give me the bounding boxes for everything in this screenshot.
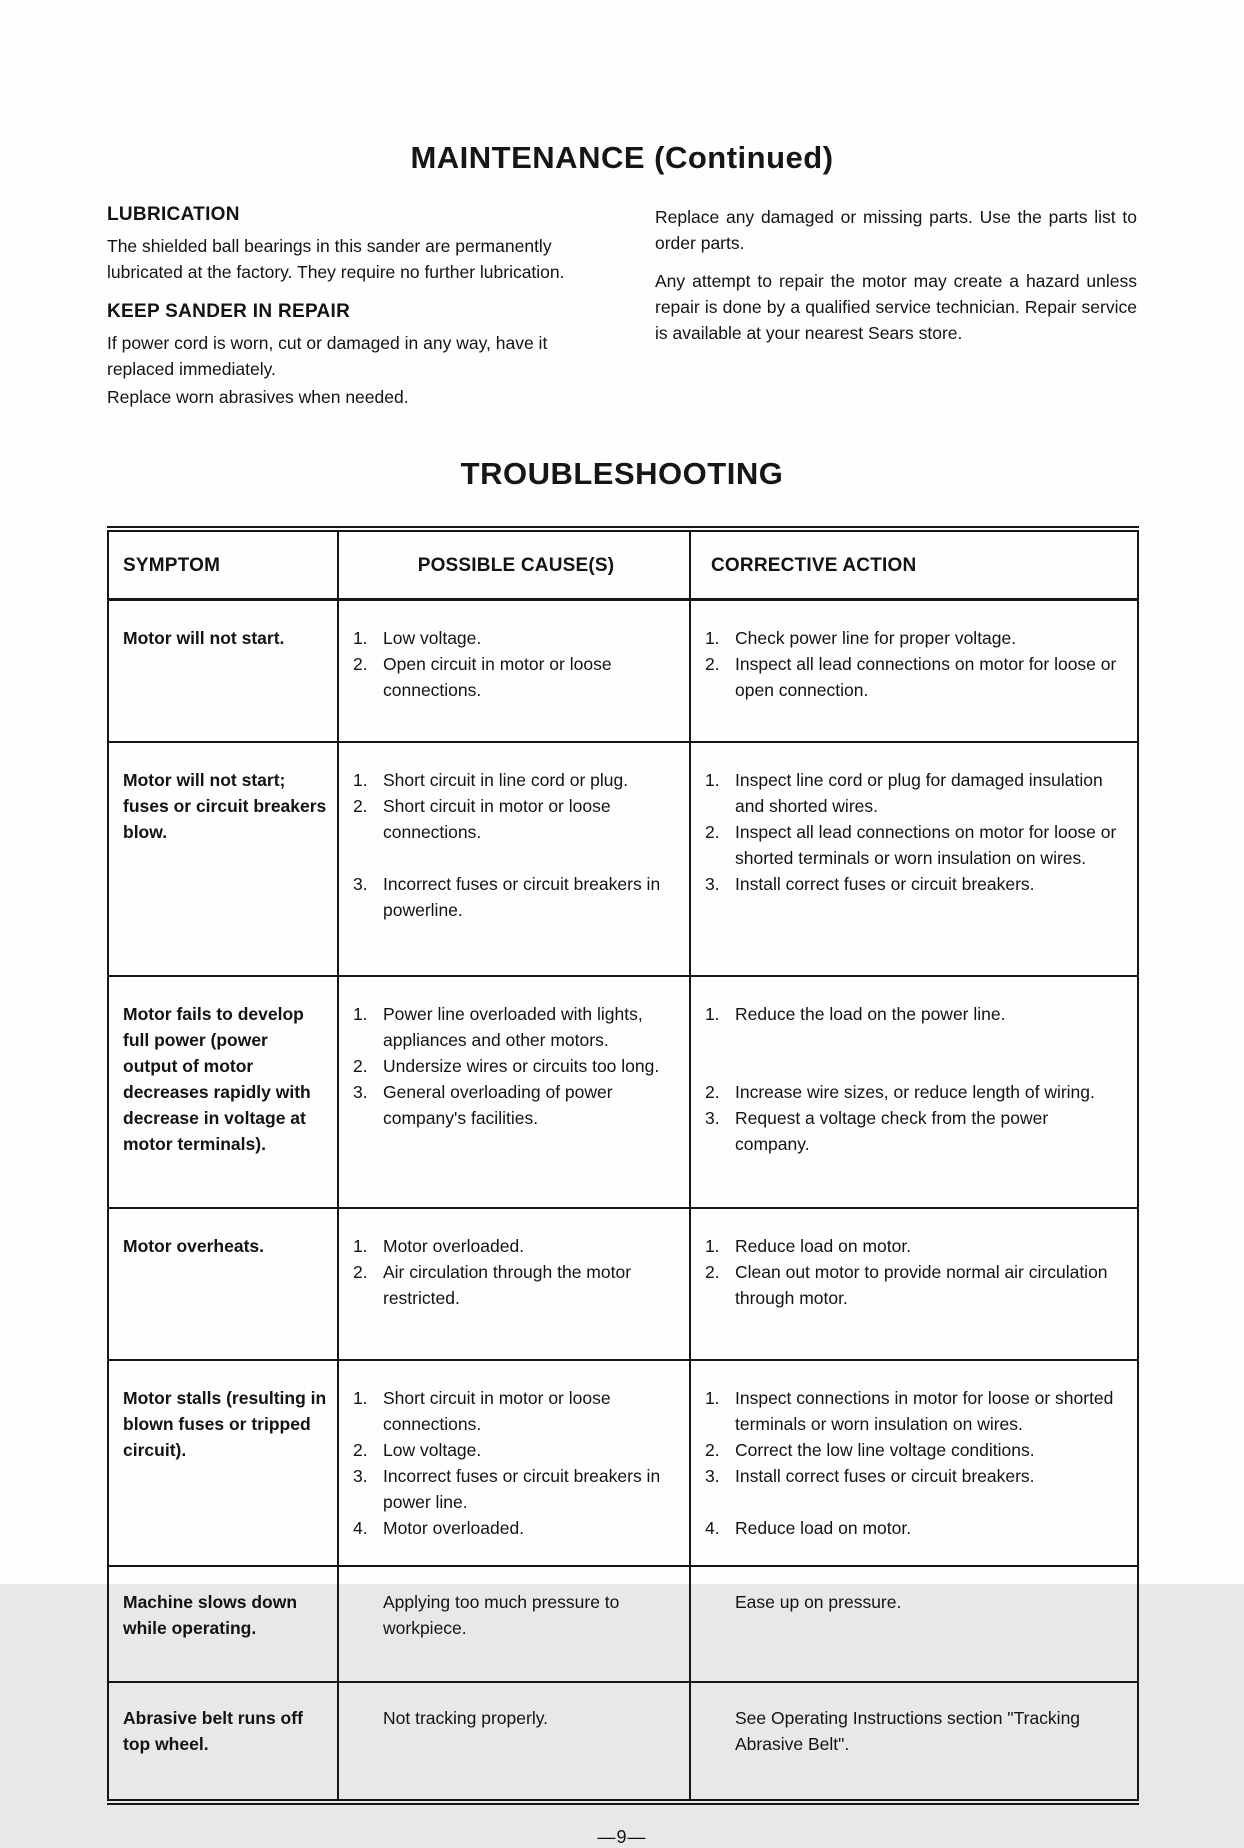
lubrication-heading: LUBRICATION bbox=[107, 204, 240, 225]
item-number: 2. bbox=[353, 1056, 368, 1076]
item-text: Ease up on pressure. bbox=[735, 1592, 902, 1612]
table-row bbox=[108, 1208, 1138, 1360]
table-row bbox=[108, 600, 1138, 743]
table-header-row bbox=[108, 529, 1138, 600]
action-item bbox=[705, 1233, 1127, 1259]
cause-item bbox=[353, 793, 679, 845]
table-row bbox=[108, 1682, 1138, 1802]
item-text: Power line overloaded with lights, appliances and other motors. bbox=[383, 1004, 643, 1050]
item-number: 1. bbox=[705, 628, 720, 648]
item-text: Reduce load on motor. bbox=[735, 1236, 912, 1256]
item-number: 3. bbox=[353, 1466, 368, 1486]
actions-cell bbox=[690, 742, 1138, 976]
item-text: Install correct fuses or circuit breakers. bbox=[735, 874, 1035, 894]
item-text: General overloading of power company's facilities. bbox=[383, 1082, 613, 1128]
item-number: 2. bbox=[705, 1262, 720, 1282]
item-number: 1. bbox=[353, 1004, 368, 1024]
item-text: Motor overloaded. bbox=[383, 1236, 525, 1256]
lubrication-body: The shielded ball bearings in this sander are permanently lubricated at the factory. They require no further lubrication. bbox=[107, 236, 565, 282]
table-row bbox=[108, 742, 1138, 976]
page-content bbox=[107, 0, 1137, 1848]
item-text: Air circulation through the motor restricted. bbox=[383, 1262, 632, 1308]
action-item bbox=[705, 1259, 1127, 1311]
item-text: Not tracking properly. bbox=[383, 1708, 549, 1728]
item-text: Short circuit in motor or loose connections. bbox=[383, 1388, 611, 1434]
item-text: Reduce load on motor. bbox=[735, 1518, 912, 1538]
item-number: 3. bbox=[705, 1108, 720, 1128]
keep-sander-section bbox=[107, 301, 593, 410]
item-text: Increase wire sizes, or reduce length of wiring. bbox=[735, 1082, 1095, 1102]
symptom-cell: Motor will not start. bbox=[108, 600, 338, 743]
column-header: POSSIBLE CAUSE(S) bbox=[338, 529, 690, 600]
action-item bbox=[705, 1463, 1127, 1489]
item-text: Undersize wires or circuits too long. bbox=[383, 1056, 660, 1076]
item-number bbox=[353, 1589, 383, 1641]
maintenance-right-column bbox=[655, 204, 1137, 358]
item-text: Low voltage. bbox=[383, 1440, 482, 1460]
keep-sander-heading: KEEP SANDER IN REPAIR bbox=[107, 301, 351, 322]
lubrication-section bbox=[107, 204, 593, 285]
item-text: Low voltage. bbox=[383, 628, 482, 648]
maintenance-columns bbox=[107, 204, 1137, 412]
item-text: Inspect all lead connections on motor for loose or shorted terminals or worn insulation on wires. bbox=[735, 822, 1117, 868]
action-item bbox=[705, 651, 1127, 703]
item-number: 1. bbox=[353, 770, 368, 790]
item-text: Motor overloaded. bbox=[383, 1518, 525, 1538]
item-text: Correct the low line voltage conditions. bbox=[735, 1440, 1035, 1460]
table-row bbox=[108, 1566, 1138, 1682]
item-text: Incorrect fuses or circuit breakers in power line. bbox=[383, 1466, 661, 1512]
item-text: Open circuit in motor or loose connections. bbox=[383, 654, 612, 700]
item-text: Request a voltage check from the power company. bbox=[735, 1108, 1049, 1154]
item-number: 1. bbox=[353, 1236, 368, 1256]
item-text: Inspect connections in motor for loose or shorted terminals or worn insulation on wires. bbox=[735, 1388, 1114, 1434]
item-number: 2. bbox=[705, 654, 720, 674]
action-item bbox=[705, 1437, 1127, 1463]
item-number: 2. bbox=[353, 796, 368, 816]
troubleshooting-table bbox=[107, 526, 1139, 1805]
item-number: 1. bbox=[705, 1004, 720, 1024]
cause-item bbox=[353, 871, 679, 923]
parts-paragraph: Replace any damaged or missing parts. Use the parts list to order parts. bbox=[655, 207, 1137, 253]
item-number: 2. bbox=[353, 1440, 368, 1460]
repair-paragraph: Any attempt to repair the motor may create a hazard unless repair is done by a qualified service technician. Repair service is available at your nearest Sears store. bbox=[655, 271, 1137, 343]
troubleshooting-title: TROUBLESHOOTING bbox=[460, 456, 784, 491]
cause-item bbox=[353, 651, 679, 703]
item-text: Inspect line cord or plug for damaged insulation and shorted wires. bbox=[735, 770, 1103, 816]
action-item bbox=[705, 767, 1127, 819]
symptom-cell: Motor overheats. bbox=[108, 1208, 338, 1360]
symptom-cell: Machine slows down while operating. bbox=[108, 1566, 338, 1682]
cause-item bbox=[353, 1079, 679, 1131]
cause-item bbox=[353, 1053, 679, 1079]
column-header: CORRECTIVE ACTION bbox=[690, 529, 1138, 600]
item-text: Clean out motor to provide normal air circulation through motor. bbox=[735, 1262, 1108, 1308]
item-number: 1. bbox=[705, 770, 720, 790]
causes-cell bbox=[338, 976, 690, 1208]
item-number: 2. bbox=[705, 1082, 720, 1102]
item-text: Short circuit in motor or loose connections. bbox=[383, 796, 611, 842]
keep-sander-line1: If power cord is worn, cut or damaged in any way, have it replaced immediately. bbox=[107, 333, 548, 379]
item-number: 1. bbox=[353, 628, 368, 648]
item-text: Inspect all lead connections on motor for loose or open connection. bbox=[735, 654, 1117, 700]
item-number: 4. bbox=[353, 1518, 368, 1538]
action-item bbox=[705, 1589, 1127, 1615]
actions-cell bbox=[690, 1360, 1138, 1566]
item-text: Reduce the load on the power line. bbox=[735, 1004, 1006, 1024]
item-number: 2. bbox=[353, 1262, 368, 1282]
item-number: 4. bbox=[705, 1518, 720, 1538]
cause-item bbox=[353, 1233, 679, 1259]
cause-item bbox=[353, 625, 679, 651]
cause-item bbox=[353, 1385, 679, 1437]
item-text: Install correct fuses or circuit breakers. bbox=[735, 1466, 1035, 1486]
causes-cell bbox=[338, 1208, 690, 1360]
item-number bbox=[353, 1705, 383, 1731]
cause-item bbox=[353, 1705, 679, 1731]
item-number: 2. bbox=[705, 1440, 720, 1460]
causes-cell bbox=[338, 600, 690, 743]
table-row bbox=[108, 1360, 1138, 1566]
action-item bbox=[705, 1001, 1127, 1027]
symptom-cell: Motor stalls (resulting in blown fuses or tripped circuit). bbox=[108, 1360, 338, 1566]
item-number: 1. bbox=[705, 1388, 720, 1408]
cause-item bbox=[353, 1589, 679, 1641]
maintenance-title: MAINTENANCE (Continued) bbox=[410, 140, 834, 175]
maintenance-left-column bbox=[107, 204, 593, 412]
cause-item bbox=[353, 767, 679, 793]
item-number: 3. bbox=[353, 1082, 368, 1102]
page-number: —9— bbox=[597, 1827, 647, 1847]
actions-cell bbox=[690, 1208, 1138, 1360]
actions-cell bbox=[690, 1682, 1138, 1802]
causes-cell bbox=[338, 1682, 690, 1802]
item-text: Incorrect fuses or circuit breakers in powerline. bbox=[383, 874, 661, 920]
action-item bbox=[705, 819, 1127, 871]
action-item bbox=[705, 1079, 1127, 1105]
item-number: 3. bbox=[705, 874, 720, 894]
column-header: SYMPTOM bbox=[108, 529, 338, 600]
action-item bbox=[705, 1385, 1127, 1437]
actions-cell bbox=[690, 600, 1138, 743]
cause-item bbox=[353, 1515, 679, 1541]
item-text: Applying too much pressure to workpiece. bbox=[383, 1592, 620, 1638]
item-number: 3. bbox=[705, 1466, 720, 1486]
item-number bbox=[705, 1589, 735, 1615]
symptom-cell: Abrasive belt runs off top wheel. bbox=[108, 1682, 338, 1802]
action-item bbox=[705, 1705, 1127, 1757]
actions-cell bbox=[690, 1566, 1138, 1682]
item-number bbox=[705, 1705, 735, 1757]
item-number: 1. bbox=[353, 1388, 368, 1408]
cause-item bbox=[353, 1001, 679, 1053]
causes-cell bbox=[338, 742, 690, 976]
table-body bbox=[108, 600, 1138, 1803]
actions-cell bbox=[690, 976, 1138, 1208]
symptom-cell: Motor fails to develop full power (power output of motor decreases rapidly with decrease in voltage at motor terminals). bbox=[108, 976, 338, 1208]
causes-cell bbox=[338, 1360, 690, 1566]
item-text: See Operating Instructions section "Tracking Abrasive Belt". bbox=[735, 1708, 1081, 1754]
action-item bbox=[705, 871, 1127, 897]
action-item bbox=[705, 1515, 1127, 1541]
table-row bbox=[108, 976, 1138, 1208]
item-number: 1. bbox=[705, 1236, 720, 1256]
action-item bbox=[705, 1105, 1127, 1157]
symptom-cell: Motor will not start; fuses or circuit breakers blow. bbox=[108, 742, 338, 976]
cause-item bbox=[353, 1437, 679, 1463]
keep-sander-line2: Replace worn abrasives when needed. bbox=[107, 387, 409, 407]
cause-item bbox=[353, 1463, 679, 1515]
item-number: 3. bbox=[353, 874, 368, 894]
item-number: 2. bbox=[705, 822, 720, 842]
item-number: 2. bbox=[353, 654, 368, 674]
item-text: Short circuit in line cord or plug. bbox=[383, 770, 629, 790]
item-text: Check power line for proper voltage. bbox=[735, 628, 1017, 648]
cause-item bbox=[353, 1259, 679, 1311]
causes-cell bbox=[338, 1566, 690, 1682]
action-item bbox=[705, 625, 1127, 651]
